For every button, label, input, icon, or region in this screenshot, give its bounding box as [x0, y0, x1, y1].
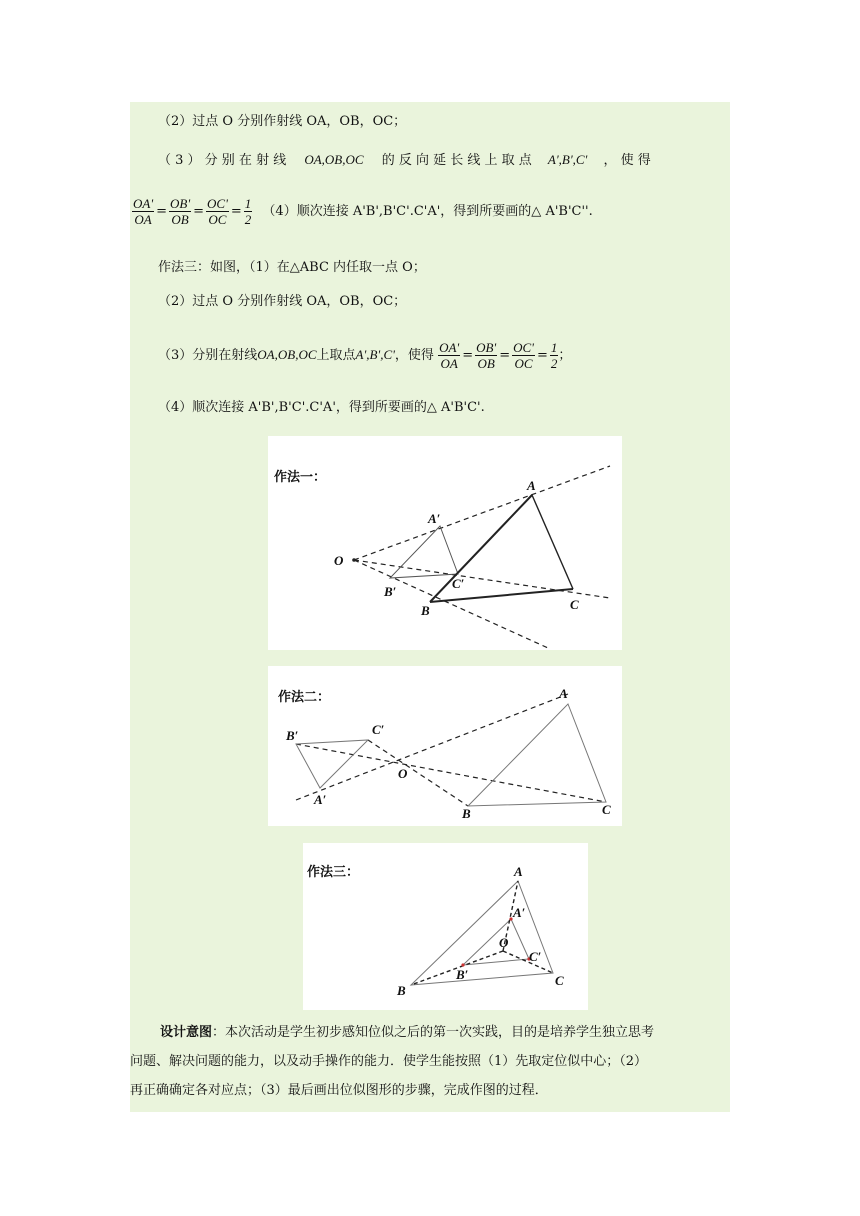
method2-step3 — [158, 150, 651, 171]
label-C: C — [570, 597, 579, 612]
method2-step3-points: A',B',C' — [547, 152, 588, 167]
label-B: B — [397, 983, 406, 998]
label-B-prime: B′ — [456, 967, 469, 982]
method3-step3-rays: OA,OB,OC — [257, 347, 317, 362]
label-B-prime: B′ — [384, 584, 397, 599]
method3-step3: （3）分别在射线OA,OB,OC上取点A',B',C'，使得 $\frac{OA'}{OA}$ = $\frac{OB'}{OB}$ = $\frac{OC'}{OC}$ = $\frac{1}{2}$ ； — [158, 340, 572, 371]
figure-title: 作法二： — [278, 690, 331, 705]
ratio-fraction: $\frac{1}{2}$ — [244, 196, 252, 227]
label-O: O — [334, 553, 344, 568]
method3-intro: 作法三：如图，（1）在△ABC 内任取一点 O； — [158, 260, 426, 275]
label-O: O — [499, 935, 509, 950]
label-A: A — [527, 478, 536, 493]
method3-step3-suffix: ，使得 — [394, 348, 434, 363]
design-intent-text-1: ：本次活动是学生初步感知位似之后的第一次实践，目的是培养学生独立思考 — [212, 1025, 655, 1040]
method3-step4: （4）顺次连接 A'B',B'C'.C'A'，得到所要画的△ A'B'C'. — [158, 400, 485, 415]
method2-step2: （2）过点 O 分别作射线 OA，OB，OC； — [158, 114, 407, 129]
method3-step3-end: ； — [558, 348, 572, 363]
label-A-prime: A′ — [314, 792, 327, 807]
design-intent-label: 设计意图 — [160, 1025, 213, 1040]
figure-title: 作法三： — [307, 865, 360, 880]
ratio-fraction: $\frac{OC'}{OC}$ — [207, 196, 228, 227]
label-C: C — [602, 802, 611, 817]
design-intent-line-2: 问题、解决问题的能力，以及动手操作的能力．使学生能按照（1）先取定位似中心；（2） — [130, 1054, 648, 1069]
ratio-fraction: $\frac{OB'}{OB}$ — [476, 340, 497, 371]
method3-step2: （2）过点 O 分别作射线 OA，OB，OC； — [158, 294, 407, 309]
design-intent-paragraph — [130, 1018, 730, 1105]
method3-step3-points: A',B',C' — [355, 347, 395, 362]
figure-method3 — [303, 843, 588, 1010]
figure-method2-diagram — [268, 666, 622, 826]
figure-method1 — [268, 436, 622, 650]
method2-step3-suffix: ， 使 得 — [603, 153, 651, 168]
label-A-prime: A′ — [513, 905, 526, 920]
ratio-fraction: $\frac{OC'}{OC}$ — [513, 340, 534, 371]
label-A: A — [559, 686, 568, 701]
ratio-fraction: $\frac{OA'}{OA}$ — [133, 196, 154, 227]
label-C-prime: C′ — [529, 949, 542, 964]
method2-ratio-line: $\frac{OA'}{OA}$ = $\frac{OB'}{OB}$ = $\frac{OC'}{OC}$ = $\frac{1}{2}$ （4）顺次连接 A'B',B'C'.C'A'，得到所要画的△ A'B'C''. — [133, 196, 593, 227]
method2-step3-prefix: （ 3 ） 分 别 在 射 线 — [158, 153, 287, 168]
label-C: C — [555, 973, 564, 988]
figure-method3-diagram — [303, 843, 588, 1010]
design-intent-line-1 — [130, 1018, 730, 1047]
ratio-fraction: $\frac{1}{2}$ — [550, 340, 558, 371]
figure-title: 作法一： — [274, 470, 327, 485]
label-O: O — [398, 766, 408, 781]
label-B: B — [462, 806, 471, 821]
label-C-prime: C′ — [452, 576, 465, 591]
ratio-fraction: $\frac{OA'}{OA}$ — [439, 340, 460, 371]
figure-method1-diagram — [268, 436, 622, 650]
label-B: B — [421, 603, 430, 618]
method3-step3-prefix: （3）分别在射线 — [158, 348, 258, 363]
method2-step3-mid: 的 反 向 延 长 线 上 取 点 — [381, 153, 532, 168]
design-intent-line-3: 再正确确定各对应点；（3）最后画出位似图形的步骤，完成作图的过程． — [130, 1083, 548, 1098]
label-A: A — [514, 864, 523, 879]
label-C-prime: C′ — [372, 722, 385, 737]
method2-step3-rays: OA,OB,OC — [304, 152, 364, 167]
label-A-prime: A′ — [428, 511, 441, 526]
method3-step3-mid: 上取点 — [316, 348, 356, 363]
method2-step4: （4）顺次连接 A'B',B'C'.C'A'，得到所要画的△ A'B'C''. — [262, 204, 593, 219]
label-B-prime: B′ — [286, 728, 299, 743]
figure-method2 — [268, 666, 622, 826]
ratio-fraction: $\frac{OB'}{OB}$ — [170, 196, 191, 227]
